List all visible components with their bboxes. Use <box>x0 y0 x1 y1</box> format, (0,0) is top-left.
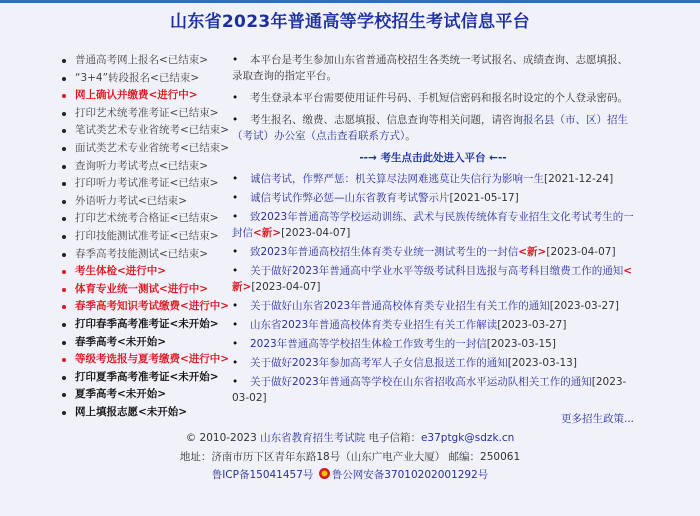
address: 地址：济南市历下区青年东路18号（山东广电产业大厦） 邮编：250061 <box>179 450 521 463</box>
bullet-icon <box>232 317 250 333</box>
news-date: [2021-12-24] <box>544 173 614 185</box>
intro-text: 本平台是考生参加山东省普通高校招生各类统一考试报名、成绩查询、志愿填报、录取查询的指定平台。 <box>232 54 628 82</box>
menu-item[interactable]: 等级考选报与夏考缴费<进行中> <box>58 351 233 369</box>
news-date: [2023-03-13] <box>507 357 577 369</box>
news-date: [2023-03-02] <box>232 376 627 404</box>
news-link[interactable]: 关于做好山东省2023年普通高校体育类专业招生有关工作的通知 <box>250 300 550 312</box>
more-policies-link[interactable]: 更多招生政策... <box>560 413 634 425</box>
menu-item[interactable]: 春季高考知识考试缴费<进行中> <box>58 298 233 316</box>
news-date: [2021-05-17] <box>449 192 519 204</box>
top-bar <box>0 0 700 3</box>
new-badge: <新> <box>518 246 547 258</box>
intro <box>232 52 634 144</box>
news-date: [2023-03-27] <box>497 319 567 331</box>
news-date: [2023-03-15] <box>486 338 556 350</box>
news-item <box>232 171 634 187</box>
intro-text: 考生登录本平台需要使用证件号码、手机短信密码和报名时设定的个人登录密码。 <box>250 92 628 104</box>
bullet-icon <box>232 112 250 128</box>
intro-text: 考生报名、缴费、志愿填报、信息查询等相关问题，请咨询 <box>250 114 523 126</box>
contact-office-link[interactable]: 报名县（市、区）招生（考试）办公室（点击查看联系方式） <box>232 114 628 142</box>
footer <box>0 429 700 485</box>
bullet-icon <box>232 263 250 279</box>
news-item <box>232 336 634 352</box>
news-date: [2023-03-27] <box>549 300 619 312</box>
menu-item[interactable]: 面试类艺术专业省统考<已结束> <box>58 140 233 158</box>
police-record-link[interactable]: 鲁公网安备37010202001292号 <box>331 469 489 481</box>
new-badge: <新> <box>253 227 282 239</box>
process-menu <box>58 52 233 421</box>
news-item <box>232 209 634 241</box>
intro-item <box>232 112 634 144</box>
menu-item[interactable]: 查询听力考试考点<已结束> <box>58 158 233 176</box>
news-date: [2023-04-07] <box>281 227 351 239</box>
news-date: [2023-04-07] <box>251 281 321 293</box>
menu-item[interactable]: 夏季高考<未开始> <box>58 386 233 404</box>
news-link[interactable]: 关于做好2023年普通高中学业水平等级考试科目选报与高考科目缴费工作的通知 <box>250 265 624 277</box>
menu-item[interactable]: 普通高考网上报名<已结束> <box>58 52 233 70</box>
news-link[interactable]: 诚信考试，作弊严惩：机关算尽法网难逃莫让失信行为影响一生 <box>250 173 544 185</box>
news-item <box>232 244 634 260</box>
news-item <box>232 298 634 314</box>
bullet-icon <box>232 355 250 371</box>
bullet-icon <box>232 298 250 314</box>
news-item <box>232 317 634 333</box>
intro-item <box>232 52 634 84</box>
news-date: [2023-04-07] <box>546 246 616 258</box>
menu-item[interactable]: 网上确认并缴费<进行中> <box>58 87 233 105</box>
menu-item[interactable]: 春季高考<未开始> <box>58 334 233 352</box>
menu-item[interactable]: 打印听力考试准考证<已结束> <box>58 175 233 193</box>
org-link[interactable]: 山东省教育招生考试院 <box>260 432 366 444</box>
menu-item[interactable]: 考生体检<进行中> <box>58 263 233 281</box>
bullet-icon <box>232 374 250 390</box>
email-label: 电子信箱： <box>368 432 421 444</box>
news-item <box>232 263 634 295</box>
news-link[interactable]: 致2023年普通高校招生体育类专业统一测试考生的一封信 <box>250 246 519 258</box>
menu-item[interactable]: 打印技能测试准考证<已结束> <box>58 228 233 246</box>
news-link[interactable]: 2023年普通高等学校招生体检工作致考生的一封信 <box>250 338 487 350</box>
bullet-icon <box>232 171 250 187</box>
news-link[interactable]: 致2023年普通高等学校运动训练、武术与民族传统体育专业招生文化考试考生的一封信 <box>232 211 634 239</box>
bullet-icon <box>232 336 250 352</box>
news-item <box>232 374 634 406</box>
copyright: © 2010-2023 <box>185 432 257 444</box>
icp-link[interactable]: 鲁ICP备15041457号 <box>211 469 314 481</box>
intro-text: 。 <box>405 130 416 142</box>
bullet-icon <box>232 209 250 225</box>
news-list <box>232 171 634 406</box>
menu-item[interactable]: 体育专业统一测试<进行中> <box>58 281 233 299</box>
menu-item[interactable]: 笔试类艺术专业省统考<已结束> <box>58 122 233 140</box>
bullet-icon <box>232 52 250 68</box>
menu-item[interactable]: 外语听力考试<已结束> <box>58 193 233 211</box>
bullet-icon <box>232 90 250 106</box>
bullet-icon <box>232 190 250 206</box>
police-emblem-icon <box>319 468 330 479</box>
menu-item[interactable]: “3+4”转段报名<已结束> <box>58 70 233 88</box>
menu-item[interactable]: 打印艺术统考准考证<已结束> <box>58 105 233 123</box>
intro-item <box>232 90 634 106</box>
news-link[interactable]: 关于做好2023年普通高等学校在山东省招收高水平运动队相关工作的通知 <box>250 376 592 388</box>
menu-item[interactable]: 网上填报志愿<未开始> <box>58 404 233 422</box>
news-link[interactable]: 关于做好2023年参加高考军人子女信息报送工作的通知 <box>250 357 508 369</box>
email-link[interactable]: e37ptgk@sdzk.cn <box>420 432 515 444</box>
news-item <box>232 355 634 371</box>
menu-item[interactable]: 春季高考技能测试<已结束> <box>58 246 233 264</box>
main-content <box>232 52 634 426</box>
new-badge: <新> <box>232 265 633 293</box>
page-title: 山东省2023年普通高等学校招生考试信息平台 <box>170 12 530 32</box>
news-link[interactable]: 山东省2023年普通高校体育类专业招生有关工作解读 <box>250 319 498 331</box>
bullet-icon <box>232 244 250 260</box>
news-item <box>232 190 634 206</box>
menu-item[interactable]: 打印春季高考准考证<未开始> <box>58 316 233 334</box>
enter-platform-link[interactable]: --→ 考生点击此处进入平台 ←-- <box>359 152 507 164</box>
news-link[interactable]: 诚信考试作弊必惩—山东省教育考试警示片 <box>250 192 450 204</box>
menu-item[interactable]: 打印艺术统考合格证<已结束> <box>58 210 233 228</box>
menu-item[interactable]: 打印夏季高考准考证<未开始> <box>58 369 233 387</box>
